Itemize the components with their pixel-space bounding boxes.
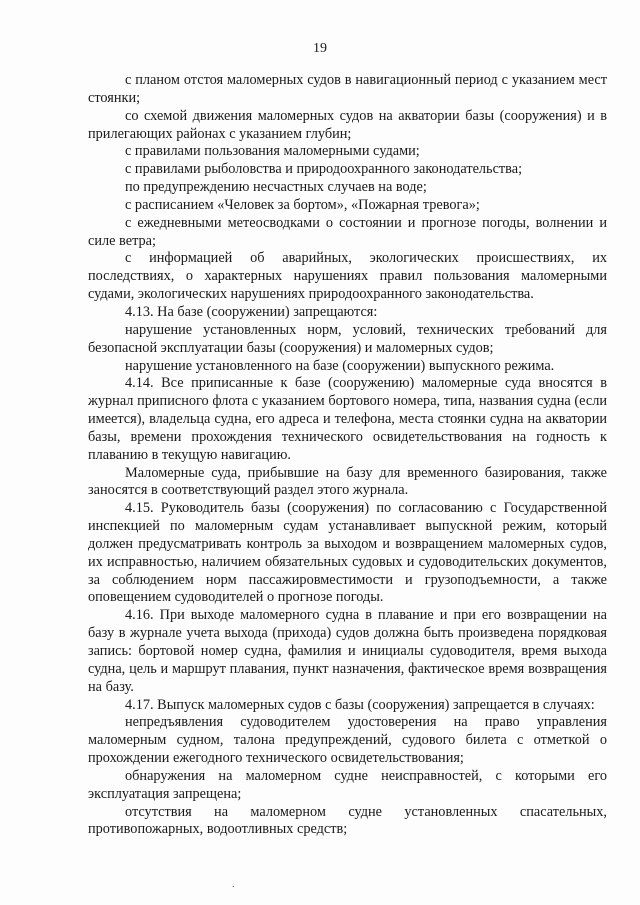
paragraph: нарушение установленного на базе (сооружении) выпускного режима. [125,357,555,374]
paragraph: с правилами рыболовства и природоохранного законодательства; [125,161,523,178]
section-paragraph-4-16: 4.16. При выходе маломерного судна в плавание и при его возвращении на базу в журнале учета выхода (прихода) судов должна быть произведена порядковая запись: бортовой номер судна, фамилия и инициалы судоводителя, время выхода судна, цель и маршрут плавания, пункт назначения, фактическое время возвращения на базу. [88,607,607,695]
document-body [88,72,607,839]
paragraph: Маломерные суда, прибывшие на базу для временного базирования, также заносятся в соответствующий раздел этого журнала. [88,464,607,499]
paragraph: с информацией об аварийных, экологических происшествиях, их последствиях, о характерных нарушениях правил пользования маломерными судами, экологических нарушениях природоохранного законодательства. [88,250,607,303]
paragraph: с ежедневными метеосводками о состоянии и прогнозе погоды, волнении и силе ветра; [88,214,607,249]
paragraph: с расписанием «Человек за бортом», «Пожарная тревога»; [125,196,480,213]
section-paragraph-4-15: 4.15. Руководитель базы (сооружения) по согласованию с Государственной инспекцией по маломерным судам устанавливает выпускной режим, который должен предусматривать контроль за выходом и возвращением маломерных судов, их исправностью, наличием обязательных судовых и судоводительских документов, за соблюдением норм пассажировместимости и грузоподъемности, а также оповещением судоводителей о прогнозе погоды. [88,500,607,606]
section-heading-4-13: 4.13. На базе (сооружении) запрещаются: [125,303,378,320]
page-number: 19 [313,41,327,56]
paragraph: со схемой движения маломерных судов на акватории базы (сооружения) и в прилегающих районах с указанием глубин; [88,107,607,142]
paragraph: с планом отстоя маломерных судов в навигационный период с указанием мест стоянки; [88,72,607,106]
section-heading-4-17: 4.17. Выпуск маломерных судов с базы (сооружения) запрещается в случаях: [125,696,595,713]
paragraph: с правилами пользования маломерными судами; [125,143,420,160]
section-paragraph-4-14: 4.14. Все приписанные к базе (сооружению) маломерные суда вносятся в журнал приписного флота с указанием бортового номера, типа, названия судна (если имеется), владельца судна, его адреса и телефона, места стоянки судна на акватории базы, времени прохождения технического освидетельствования на годность к плаванию в текущую навигацию. [88,375,607,463]
paragraph: обнаружения на маломерном судне неисправностей, с которыми его эксплуатация запрещена; [88,767,607,802]
footer-mark: . [232,879,235,890]
paragraph: отсутствия на маломерном судне установленных спасательных, противопожарных, водоотливных средств; [88,803,607,838]
paragraph: нарушение установленных норм, условий, технических требований для безопасной эксплуатации базы (сооружения) и маломерных судов; [88,321,607,356]
paragraph: непредъявления судоводителем удостоверения на право управления маломерным судном, талона предупреждений, судового билета с отметкой о прохождении ежегодного технического освидетельствования; [88,714,607,767]
paragraph: по предупреждению несчастных случаев на воде; [125,179,427,196]
